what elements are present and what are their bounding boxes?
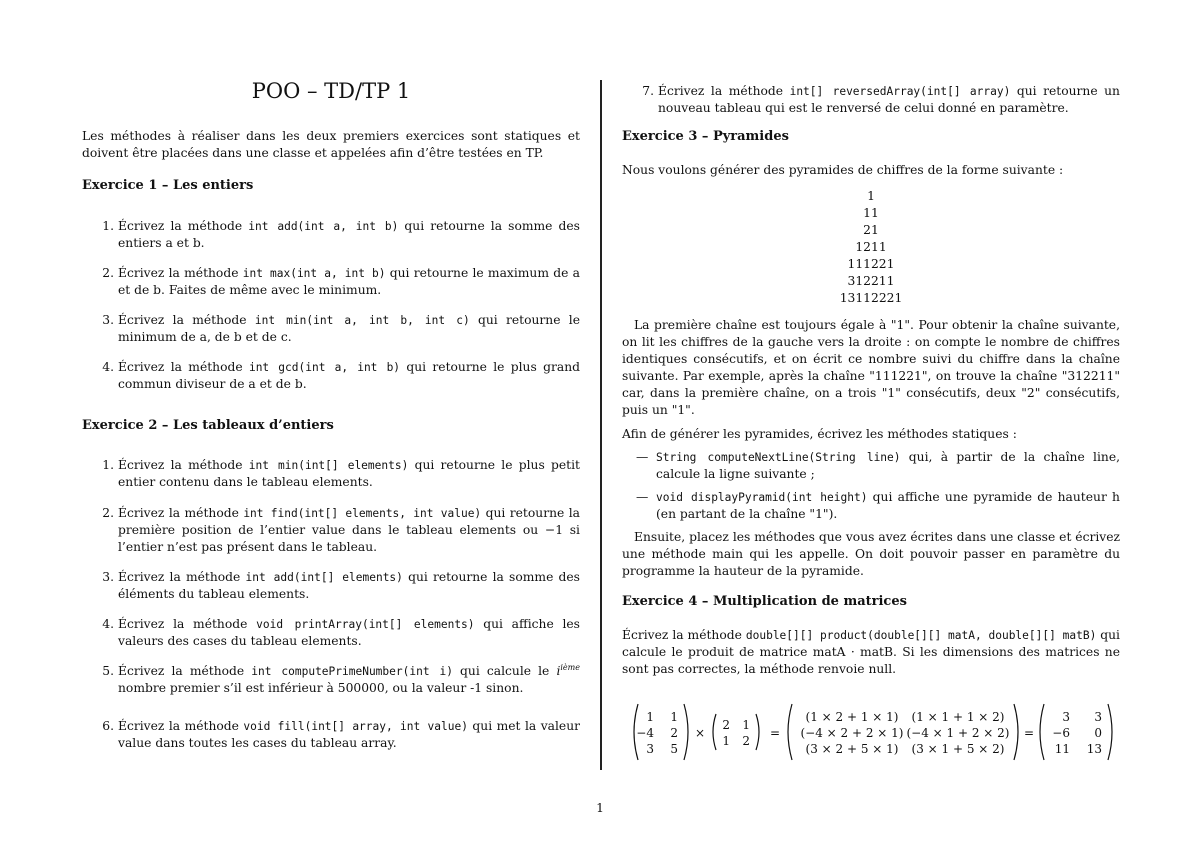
intro-paragraph: Les méthodes à réaliser dans les deux premiers exercices sont statiques et doivent être placées dans une classe et appelées afin d’être testées en TP.	[82, 129, 580, 160]
column-divider	[600, 80, 602, 770]
exercise-1-heading: Exercice 1 – Les entiers	[82, 178, 254, 193]
matrix-a-cell: 3	[646, 742, 654, 756]
list-item: 4. Écrivez la méthode void printArray(int[] elements) qui affiche les valeurs des cases du tableau elements.	[102, 617, 580, 648]
times-operator: ×	[694, 726, 706, 740]
dash-marker: —	[636, 450, 649, 464]
expanded-cell: (−4 × 2 + 2 × 1)	[800, 726, 904, 740]
exercise-4-heading: Exercice 4 – Multiplication de matrices	[622, 594, 907, 609]
list-item: 2. Écrivez la méthode int find(int[] elements, int value) qui retourne la première position de l’entier value dans le tableau elements ou −1 si l’entier n’est pas présent dans le tableau.	[102, 506, 580, 554]
expanded-cell: (−4 × 1 + 2 × 2)	[906, 726, 1010, 740]
pyramid-line: 1	[867, 189, 875, 203]
expanded-cell: (1 × 1 + 1 × 2)	[911, 710, 1005, 724]
method-bullet: — void displayPyramid(int height) qui affiche une pyramide de hauteur h (en partant de la chaîne "1").	[636, 490, 1120, 521]
matrix-b-cell: 2	[722, 718, 730, 732]
list-item: 5. Écrivez la méthode int computePrimeNumber(int i) qui calcule le $i^{ième}$ nombre premier s’il est inférieur à 500000, ou la valeur -1 sinon.	[102, 662, 580, 695]
exercise-2-heading: Exercice 2 – Les tableaux d’entiers	[82, 418, 334, 433]
list-item: 2. Écrivez la méthode int max(int a, int b) qui retourne le maximum de a et de b. Faites de même avec le minimum.	[102, 266, 580, 297]
pyramid-line: 1211	[855, 240, 887, 254]
matrix-b-cell: 1	[722, 734, 730, 748]
result-cell: 3	[1094, 710, 1102, 724]
matrix-a-cell: 1	[670, 710, 678, 724]
list-item: 6. Écrivez la méthode void fill(int[] array, int value) qui met la valeur value dans toutes les cases du tableau array.	[102, 719, 580, 750]
dash-marker: —	[636, 490, 649, 504]
result-cell: 3	[1062, 710, 1070, 724]
pyramid-line: 21	[863, 223, 879, 237]
matrix-a-cell: 1	[646, 710, 654, 724]
exercise-3-paragraph-3: Ensuite, placez les méthodes que vous avez écrites dans une classe et écrivez une méthode main qui les appelle. On doit pouvoir passer en paramètre du programme la hauteur de la pyramide.	[622, 530, 1120, 578]
matrix-a-cell: 2	[670, 726, 678, 740]
list-item: 3. Écrivez la méthode int min(int a, int b, int c) qui retourne le minimum de a, de b et de c.	[102, 313, 581, 344]
pyramid-example	[622, 188, 1120, 307]
method-bullet: — String computeNextLine(String line) qui, à partir de la chaîne line, calcule la ligne suivante ;	[636, 450, 1121, 481]
matrix-a-cell: −4	[636, 726, 654, 740]
list-item: 3. Écrivez la méthode int add(int[] elements) qui retourne la somme des éléments du tableau elements.	[102, 570, 580, 601]
exercise-3-lead: Nous voulons générer des pyramides de chiffres de la forme suivante :	[622, 163, 1064, 177]
equals-operator: =	[1023, 726, 1035, 740]
result-cell: 0	[1094, 726, 1102, 740]
expanded-cell: (3 × 1 + 5 × 2)	[911, 742, 1005, 756]
page-number: 1	[596, 801, 604, 815]
list-item: 1. Écrivez la méthode int min(int[] elements) qui retourne le plus petit entier contenu dans le tableau elements.	[102, 458, 580, 489]
list-item: 4. Écrivez la méthode int gcd(int a, int b) qui retourne le plus grand commun diviseur de a et de b.	[102, 360, 580, 391]
list-item: 1. Écrivez la méthode int add(int a, int b) qui retourne la somme des entiers a et b.	[102, 219, 580, 250]
matrix-a-cell: 5	[670, 742, 678, 756]
exercise-3-paragraph-1: La première chaîne est toujours égale à "1". Pour obtenir la chaîne suivante, on lit les chiffres de la gauche vers la droite : on compte le nombre de chiffres identiques consécutifs, et on écrit ce nombre suivi du chiffre dans la chaîne suivante. Par exemple, après la chaîne "111221", on trouve la chaîne "312211" car, dans la première chaîne, on a trois "1" consécutifs, deux "2" consécutifs, puis un "1".	[622, 318, 1120, 417]
exercise-3-heading: Exercice 3 – Pyramides	[622, 129, 789, 144]
matrix-product-equation	[630, 700, 1120, 770]
page-title: POO – TD/TP 1	[251, 79, 411, 103]
result-cell: 13	[1086, 742, 1102, 756]
pyramid-line: 111221	[847, 257, 895, 271]
exercise-3-paragraph-2: Afin de générer les pyramides, écrivez les méthodes statiques :	[622, 427, 1017, 441]
pyramid-line: 13112221	[839, 291, 903, 305]
pyramid-line: 11	[863, 206, 879, 220]
list-item: 7. Écrivez la méthode int[] reversedArray(int[] array) qui retourne un nouveau tableau qui est le renversé de celui donné en paramètre.	[642, 84, 1120, 115]
result-cell: 11	[1054, 742, 1070, 756]
expanded-cell: (3 × 2 + 5 × 1)	[805, 742, 899, 756]
exercise-4-paragraph: Écrivez la méthode double[][] product(double[][] matA, double[][] matB) qui calcule le produit de matrice matA · matB. Si les dimensions des matrices ne sont pas correctes, la méthode renvoie null.	[622, 628, 1120, 676]
expanded-cell: (1 × 2 + 1 × 1)	[805, 710, 899, 724]
equals-operator: =	[769, 726, 781, 740]
pyramid-line: 312211	[847, 274, 895, 288]
matrix-b-cell: 1	[742, 718, 750, 732]
result-cell: −6	[1052, 726, 1070, 740]
matrix-b-cell: 2	[742, 734, 750, 748]
